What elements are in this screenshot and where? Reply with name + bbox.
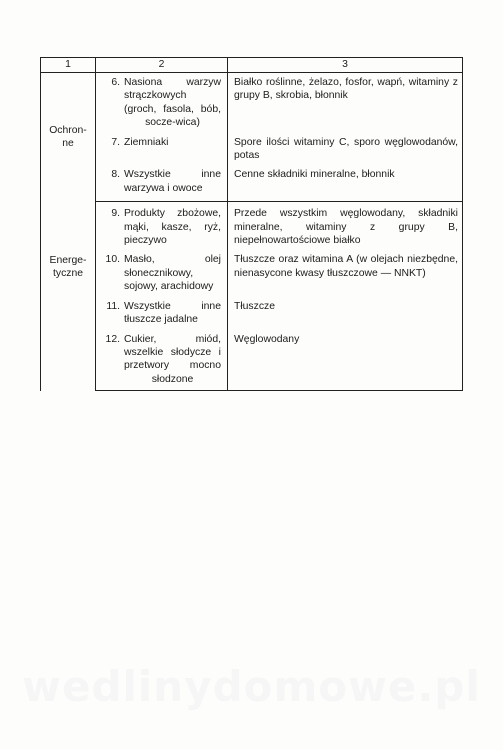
product-cell: [96, 202, 228, 251]
components-text: Cenne składniki mineralne, błonnik: [234, 169, 395, 181]
table-row: [41, 250, 463, 296]
item-number: 8.: [111, 169, 120, 181]
product-cell: [96, 165, 228, 201]
item-number: 9.: [111, 208, 120, 220]
product-cell: [96, 250, 228, 296]
item-number: 10.: [105, 254, 120, 266]
components-cell: [228, 202, 463, 251]
watermark: wedlinydomowe.pl: [22, 662, 481, 711]
product-cell: [96, 297, 228, 330]
components-text: Tłuszcze: [234, 300, 275, 312]
components-cell: [228, 330, 463, 391]
product-name: Nasiona warzyw strączkowych (groch, fasola, bób, socze-wica): [124, 77, 221, 129]
table-row: [41, 165, 463, 201]
table-row: [41, 73, 463, 133]
product-name: Wszystkie inne tłuszcze jadalne: [124, 300, 221, 326]
table-row: [41, 202, 463, 251]
product-name: Wszystkie inne warzywa i owoce: [124, 169, 221, 194]
group-label-protective: [41, 73, 96, 202]
product-name: Masło, olej słonecznikowy, sojowy, arachidowy: [124, 254, 221, 293]
item-number: 6.: [111, 77, 120, 88]
item-number: 11.: [106, 300, 120, 312]
product-name: Cukier, miód, wszelkie słodycze i przetwory mocno słodzone: [124, 333, 221, 385]
components-cell: [228, 73, 463, 133]
product-cell: [96, 73, 228, 133]
group-name-line: Energe-: [49, 254, 87, 266]
table-row: [41, 133, 463, 166]
components-text: Węglowodany: [234, 333, 300, 345]
components-text: Przede wszystkim węglowodany, składniki mineralne, witaminy z grupy B, niepełnowartościowe białko: [234, 208, 458, 247]
product-name: Produkty zbożowe, mąki, kasze, ryż, pieczywo: [124, 208, 221, 247]
group-label-energy: [41, 202, 96, 391]
components-cell: [228, 250, 463, 296]
components-cell: [228, 165, 463, 201]
product-cell: [96, 330, 228, 391]
group-name-line: ne: [62, 138, 74, 150]
item-number: 12.: [105, 333, 120, 345]
column-header-1: 1: [41, 58, 96, 73]
product-name: Ziemniaki: [124, 136, 169, 148]
header-row: [41, 58, 463, 73]
components-text: Białko roślinne, żelazo, fosfor, wapń, witaminy z grupy B, skrobia, błonnik: [234, 77, 458, 102]
group-name-line: Ochron-: [49, 124, 87, 136]
group-name-line: tyczne: [52, 268, 84, 280]
components-text: Spore ilości witaminy C, sporo węglowodanów, potas: [234, 136, 458, 162]
components-cell: [228, 133, 463, 166]
product-cell: [96, 133, 228, 166]
table-row: [41, 297, 463, 330]
components-cell: [228, 297, 463, 330]
nutrition-table: [40, 57, 463, 391]
column-header-2: 2: [96, 58, 228, 73]
item-number: 7.: [111, 136, 120, 148]
table-row: [41, 330, 463, 391]
column-header-3: 3: [228, 58, 463, 73]
components-text: Tłuszcze oraz witamina A (w olejach niezbędne, nienasycone kwasy tłuszczowe — NNKT): [234, 254, 458, 279]
